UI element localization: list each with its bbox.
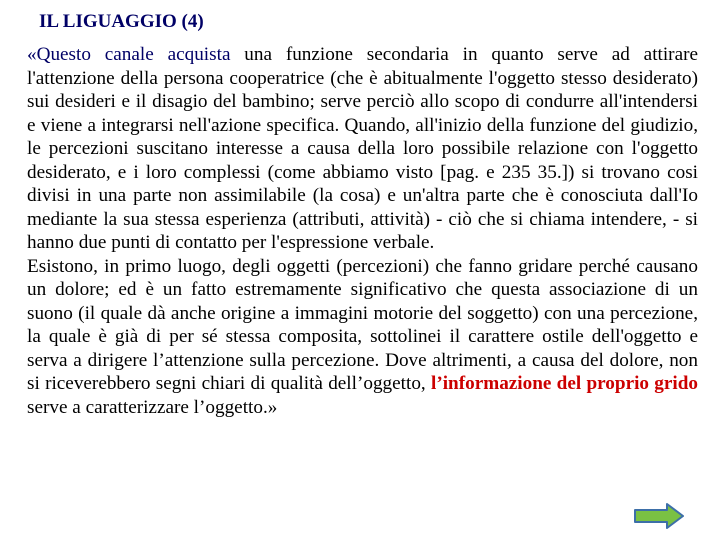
right-arrow-shape [635, 504, 683, 528]
paragraph-2-text: Esistono, in primo luogo, degli oggetti (percezioni) che fanno gridare perché causano un dolore; ed è un fatto estremamente significativo che questa associazione di un suono (il quale dà anche origine a immagini motorie del soggetto) con una percezione, la quale è già di per sé stessa composita, sottolinei il carattere ostile dell'oggetto e serva a dirigere l’attenzione sulla percezione. Dove altrimenti, a causa del dolore, non si riceverebbero segni chiari di qualità dell’oggetto, [27, 255, 698, 394]
body-text [27, 43, 698, 419]
paragraph-1-text: una funzione secondaria in quanto serve ad attirare l'attenzione della persona cooperatrice (che è abitualmente l'oggetto stesso desiderato) sui desideri e il disagio del bambino; serve perciò allo scopo di condurre all'intendersi e viene a integrarsi nell'azione specifica. Quando, all'inizio della funzione del giudizio, le percezioni suscitano interesse a causa della loro possibile relazione con l'oggetto desiderato, e i loro complessi (come abbiamo visto [pag. e 235 35.]) si trovano cosi divisi in una parte non assimilabile (la cosa) e un'altra parte che è conosciuta dall'Io mediante la sua stessa esperienza (attributi, attività) - ciò che si chiama intendere, - si hanno due punti di contatto per l'espressione verbale. [27, 44, 698, 253]
paragraph-2 [27, 255, 698, 420]
quote-lead: «Questo canale acquista [27, 44, 231, 65]
slide-title: IL LIGUAGGIO (4) [39, 11, 204, 32]
paragraph-2-end: serve a caratterizzare l’oggetto.» [27, 396, 278, 418]
emphasized-phrase: l’informazione del proprio grido [430, 373, 698, 394]
right-arrow-icon[interactable] [633, 502, 685, 530]
paragraph-1 [27, 43, 698, 255]
